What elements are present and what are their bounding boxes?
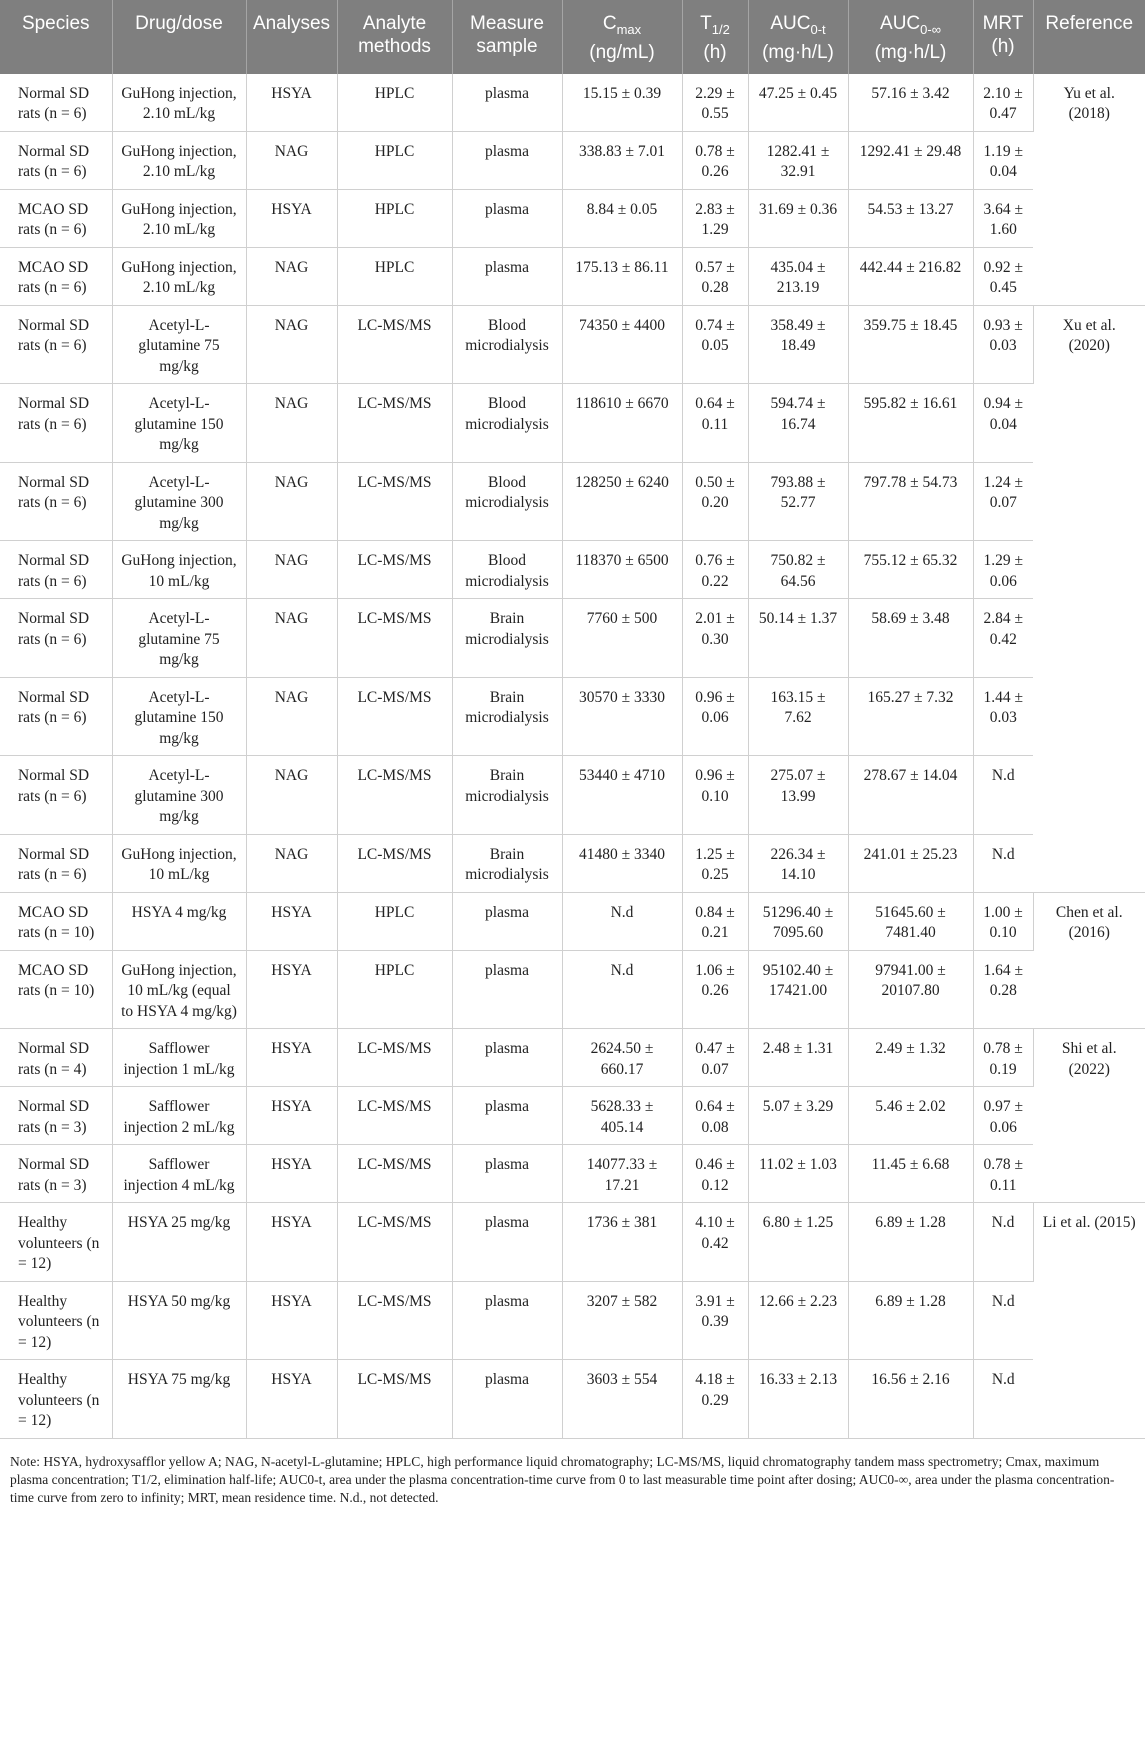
auc-0-t-cell: 12.66 ± 2.23 bbox=[748, 1281, 848, 1360]
measure-sample-cell: Brain microdialysis bbox=[452, 677, 562, 756]
species-cell: Normal SD rats (n = 6) bbox=[0, 74, 112, 132]
mrt-cell: 1.24 ± 0.07 bbox=[973, 462, 1033, 541]
cmax-cell: 338.83 ± 7.01 bbox=[562, 131, 682, 189]
mrt-cell: 1.44 ± 0.03 bbox=[973, 677, 1033, 756]
drug-dose-cell: HSYA 50 mg/kg bbox=[112, 1281, 246, 1360]
drug-dose-cell: HSYA 75 mg/kg bbox=[112, 1360, 246, 1439]
species-cell: Normal SD rats (n = 6) bbox=[0, 834, 112, 892]
auc-0-inf-cell: 58.69 ± 3.48 bbox=[848, 599, 973, 678]
drug-dose-cell: GuHong injection, 10 mL/kg bbox=[112, 541, 246, 599]
measure-sample-cell: plasma bbox=[452, 1029, 562, 1087]
mrt-cell: N.d bbox=[973, 834, 1033, 892]
drug-dose-cell: HSYA 4 mg/kg bbox=[112, 892, 246, 950]
species-cell: Normal SD rats (n = 6) bbox=[0, 756, 112, 835]
table-note: Note: HSYA, hydroxysafflor yellow A; NAG, N-acetyl-L-glutamine; HPLC, high performance liquid chromatography; LC-MS/MS, liquid chromatography tandem mass spectrometry; Cmax, maximum plasma concentration; T1/2, elimination half-life; AUC0-t, area under the plasma concentration-time curve from 0 to last measurable time point after dosing; AUC0-∞, area under the plasma concentration-time curve from zero to infinity; MRT, mean residence time. N.d., not detected. bbox=[10, 1453, 1115, 1505]
t-half-cell: 2.01 ± 0.30 bbox=[682, 599, 748, 678]
species-cell: MCAO SD rats (n = 10) bbox=[0, 892, 112, 950]
cmax-cell: 2624.50 ± 660.17 bbox=[562, 1029, 682, 1087]
analyses-cell: HSYA bbox=[246, 892, 337, 950]
table-row bbox=[0, 74, 1145, 132]
auc-0-t-cell: 163.15 ± 7.62 bbox=[748, 677, 848, 756]
analyte-method-cell: LC-MS/MS bbox=[337, 1145, 452, 1203]
header-auc-0-inf: $AUC_{0-\infty}$ (mg·h/L) bbox=[848, 0, 973, 74]
drug-dose-cell: Acetyl-L-glutamine 75 mg/kg bbox=[112, 305, 246, 384]
reference-cell: Chen et al. (2016) bbox=[1033, 892, 1145, 1029]
cmax-cell: 118610 ± 6670 bbox=[562, 384, 682, 463]
auc-0-t-cell: 226.34 ± 14.10 bbox=[748, 834, 848, 892]
analyte-method-cell: LC-MS/MS bbox=[337, 677, 452, 756]
auc-0-inf-cell: 5.46 ± 2.02 bbox=[848, 1087, 973, 1145]
auc-0-inf-cell: 6.89 ± 1.28 bbox=[848, 1203, 973, 1282]
auc-0-inf-cell: 54.53 ± 13.27 bbox=[848, 189, 973, 247]
cmax-cell: 128250 ± 6240 bbox=[562, 462, 682, 541]
t-half-cell: 0.78 ± 0.26 bbox=[682, 131, 748, 189]
auc-0-inf-cell: 1292.41 ± 29.48 bbox=[848, 131, 973, 189]
header-reference: Reference bbox=[1033, 0, 1145, 74]
measure-sample-cell: plasma bbox=[452, 131, 562, 189]
drug-dose-cell: Safflower injection 2 mL/kg bbox=[112, 1087, 246, 1145]
drug-dose-cell: Acetyl-L-glutamine 75 mg/kg bbox=[112, 599, 246, 678]
cmax-cell: 5628.33 ± 405.14 bbox=[562, 1087, 682, 1145]
species-cell: Normal SD rats (n = 6) bbox=[0, 541, 112, 599]
table-row bbox=[0, 756, 1145, 835]
table-row bbox=[0, 305, 1145, 384]
auc-0-inf-cell: 51645.60 ± 7481.40 bbox=[848, 892, 973, 950]
auc-0-inf-cell: 2.49 ± 1.32 bbox=[848, 1029, 973, 1087]
species-cell: Normal SD rats (n = 6) bbox=[0, 131, 112, 189]
drug-dose-cell: GuHong injection, 2.10 mL/kg bbox=[112, 247, 246, 305]
auc-0-t-cell: 435.04 ± 213.19 bbox=[748, 247, 848, 305]
drug-dose-cell: HSYA 25 mg/kg bbox=[112, 1203, 246, 1282]
mrt-cell: 2.10 ± 0.47 bbox=[973, 74, 1033, 132]
measure-sample-cell: Brain microdialysis bbox=[452, 834, 562, 892]
table-row bbox=[0, 1145, 1145, 1203]
table-row bbox=[0, 189, 1145, 247]
auc-0-inf-cell: 97941.00 ± 20107.80 bbox=[848, 950, 973, 1029]
t-half-cell: 0.57 ± 0.28 bbox=[682, 247, 748, 305]
species-cell: Normal SD rats (n = 6) bbox=[0, 677, 112, 756]
auc-0-inf-cell: 278.67 ± 14.04 bbox=[848, 756, 973, 835]
analyses-cell: NAG bbox=[246, 677, 337, 756]
table-row bbox=[0, 462, 1145, 541]
mrt-cell: 1.19 ± 0.04 bbox=[973, 131, 1033, 189]
auc-0-t-cell: 1282.41 ± 32.91 bbox=[748, 131, 848, 189]
auc-0-t-cell: 5.07 ± 3.29 bbox=[748, 1087, 848, 1145]
cmax-cell: 41480 ± 3340 bbox=[562, 834, 682, 892]
table-row bbox=[0, 1087, 1145, 1145]
table-row bbox=[0, 247, 1145, 305]
auc-0-t-cell: 793.88 ± 52.77 bbox=[748, 462, 848, 541]
drug-dose-cell: GuHong injection, 10 mL/kg (equal to HSYA 4 mg/kg) bbox=[112, 950, 246, 1029]
species-cell: MCAO SD rats (n = 6) bbox=[0, 189, 112, 247]
species-cell: Healthy volunteers (n = 12) bbox=[0, 1203, 112, 1282]
drug-dose-cell: Safflower injection 4 mL/kg bbox=[112, 1145, 246, 1203]
auc-0-inf-cell: 165.27 ± 7.32 bbox=[848, 677, 973, 756]
cmax-cell: 74350 ± 4400 bbox=[562, 305, 682, 384]
mrt-cell: 3.64 ± 1.60 bbox=[973, 189, 1033, 247]
table-row bbox=[0, 131, 1145, 189]
analyte-method-cell: LC-MS/MS bbox=[337, 756, 452, 835]
header-measure-sample: Measure sample bbox=[452, 0, 562, 74]
mrt-cell: 0.93 ± 0.03 bbox=[973, 305, 1033, 384]
auc-0-t-cell: 6.80 ± 1.25 bbox=[748, 1203, 848, 1282]
analyte-method-cell: HPLC bbox=[337, 74, 452, 132]
mrt-cell: 1.00 ± 0.10 bbox=[973, 892, 1033, 950]
t-half-cell: 0.64 ± 0.08 bbox=[682, 1087, 748, 1145]
analyte-method-cell: LC-MS/MS bbox=[337, 541, 452, 599]
species-cell: Healthy volunteers (n = 12) bbox=[0, 1281, 112, 1360]
analyses-cell: NAG bbox=[246, 247, 337, 305]
auc-0-t-cell: 594.74 ± 16.74 bbox=[748, 384, 848, 463]
table-row bbox=[0, 1360, 1145, 1439]
measure-sample-cell: plasma bbox=[452, 1281, 562, 1360]
analyses-cell: NAG bbox=[246, 599, 337, 678]
measure-sample-cell: Blood microdialysis bbox=[452, 541, 562, 599]
analyses-cell: NAG bbox=[246, 541, 337, 599]
auc-0-inf-cell: 11.45 ± 6.68 bbox=[848, 1145, 973, 1203]
cmax-cell: 118370 ± 6500 bbox=[562, 541, 682, 599]
header-auc-0-t: $AUC_{0-t}$ (mg·h/L) bbox=[748, 0, 848, 74]
drug-dose-cell: GuHong injection, 2.10 mL/kg bbox=[112, 189, 246, 247]
cmax-cell: 7760 ± 500 bbox=[562, 599, 682, 678]
analyte-method-cell: HPLC bbox=[337, 189, 452, 247]
header-cmax: $C_{max}$ (ng/mL) bbox=[562, 0, 682, 74]
measure-sample-cell: plasma bbox=[452, 950, 562, 1029]
analyses-cell: HSYA bbox=[246, 950, 337, 1029]
species-cell: Normal SD rats (n = 3) bbox=[0, 1087, 112, 1145]
species-cell: Normal SD rats (n = 3) bbox=[0, 1145, 112, 1203]
auc-0-t-cell: 750.82 ± 64.56 bbox=[748, 541, 848, 599]
t-half-cell: 2.29 ± 0.55 bbox=[682, 74, 748, 132]
cmax-cell: 1736 ± 381 bbox=[562, 1203, 682, 1282]
table-row bbox=[0, 677, 1145, 756]
table-row bbox=[0, 834, 1145, 892]
t-half-cell: 0.64 ± 0.11 bbox=[682, 384, 748, 463]
auc-0-inf-cell: 6.89 ± 1.28 bbox=[848, 1281, 973, 1360]
t-half-cell: 0.84 ± 0.21 bbox=[682, 892, 748, 950]
auc-0-inf-cell: 16.56 ± 2.16 bbox=[848, 1360, 973, 1439]
analyses-cell: NAG bbox=[246, 756, 337, 835]
drug-dose-cell: Acetyl-L-glutamine 300 mg/kg bbox=[112, 756, 246, 835]
table-row bbox=[0, 950, 1145, 1029]
measure-sample-cell: plasma bbox=[452, 189, 562, 247]
mrt-cell: 0.78 ± 0.11 bbox=[973, 1145, 1033, 1203]
analyses-cell: NAG bbox=[246, 462, 337, 541]
measure-sample-cell: Brain microdialysis bbox=[452, 756, 562, 835]
auc-0-t-cell: 50.14 ± 1.37 bbox=[748, 599, 848, 678]
header-analyte-methods: Analyte methods bbox=[337, 0, 452, 74]
analyses-cell: HSYA bbox=[246, 1029, 337, 1087]
analyses-cell: NAG bbox=[246, 384, 337, 463]
analyte-method-cell: LC-MS/MS bbox=[337, 1203, 452, 1282]
species-cell: Normal SD rats (n = 4) bbox=[0, 1029, 112, 1087]
auc-0-inf-cell: 442.44 ± 216.82 bbox=[848, 247, 973, 305]
auc-0-t-cell: 95102.40 ± 17421.00 bbox=[748, 950, 848, 1029]
analyses-cell: HSYA bbox=[246, 1360, 337, 1439]
analyte-method-cell: LC-MS/MS bbox=[337, 1360, 452, 1439]
table-row bbox=[0, 541, 1145, 599]
drug-dose-cell: Acetyl-L-glutamine 150 mg/kg bbox=[112, 384, 246, 463]
auc-0-inf-cell: 595.82 ± 16.61 bbox=[848, 384, 973, 463]
mrt-cell: N.d bbox=[973, 756, 1033, 835]
analyses-cell: HSYA bbox=[246, 74, 337, 132]
measure-sample-cell: Blood microdialysis bbox=[452, 384, 562, 463]
table-row bbox=[0, 1029, 1145, 1087]
auc-0-t-cell: 2.48 ± 1.31 bbox=[748, 1029, 848, 1087]
auc-0-inf-cell: 755.12 ± 65.32 bbox=[848, 541, 973, 599]
species-cell: MCAO SD rats (n = 10) bbox=[0, 950, 112, 1029]
analyses-cell: HSYA bbox=[246, 1087, 337, 1145]
table-row bbox=[0, 599, 1145, 678]
cmax-cell: N.d bbox=[562, 950, 682, 1029]
mrt-cell: N.d bbox=[973, 1360, 1033, 1439]
analyses-cell: NAG bbox=[246, 834, 337, 892]
t-half-cell: 0.74 ± 0.05 bbox=[682, 305, 748, 384]
auc-0-t-cell: 275.07 ± 13.99 bbox=[748, 756, 848, 835]
mrt-cell: 0.94 ± 0.04 bbox=[973, 384, 1033, 463]
cmax-cell: 14077.33 ± 17.21 bbox=[562, 1145, 682, 1203]
species-cell: MCAO SD rats (n = 6) bbox=[0, 247, 112, 305]
t-half-cell: 3.91 ± 0.39 bbox=[682, 1281, 748, 1360]
t-half-cell: 0.46 ± 0.12 bbox=[682, 1145, 748, 1203]
t-half-cell: 4.18 ± 0.29 bbox=[682, 1360, 748, 1439]
measure-sample-cell: plasma bbox=[452, 892, 562, 950]
analyses-cell: HSYA bbox=[246, 1203, 337, 1282]
measure-sample-cell: Blood microdialysis bbox=[452, 305, 562, 384]
analyte-method-cell: LC-MS/MS bbox=[337, 1281, 452, 1360]
measure-sample-cell: Blood microdialysis bbox=[452, 462, 562, 541]
t-half-cell: 0.96 ± 0.10 bbox=[682, 756, 748, 835]
analyses-cell: HSYA bbox=[246, 1281, 337, 1360]
species-cell: Healthy volunteers (n = 12) bbox=[0, 1360, 112, 1439]
table-body bbox=[0, 74, 1145, 1439]
species-cell: Normal SD rats (n = 6) bbox=[0, 599, 112, 678]
cmax-cell: 3207 ± 582 bbox=[562, 1281, 682, 1360]
auc-0-t-cell: 31.69 ± 0.36 bbox=[748, 189, 848, 247]
table-row bbox=[0, 892, 1145, 950]
drug-dose-cell: GuHong injection, 2.10 mL/kg bbox=[112, 74, 246, 132]
measure-sample-cell: plasma bbox=[452, 1360, 562, 1439]
analyte-method-cell: LC-MS/MS bbox=[337, 1087, 452, 1145]
measure-sample-cell: plasma bbox=[452, 1087, 562, 1145]
mrt-cell: 0.92 ± 0.45 bbox=[973, 247, 1033, 305]
cmax-cell: 53440 ± 4710 bbox=[562, 756, 682, 835]
mrt-cell: 1.64 ± 0.28 bbox=[973, 950, 1033, 1029]
reference-cell: Shi et al. (2022) bbox=[1033, 1029, 1145, 1203]
auc-0-t-cell: 47.25 ± 0.45 bbox=[748, 74, 848, 132]
analyses-cell: NAG bbox=[246, 305, 337, 384]
header-analyses: Analyses bbox=[246, 0, 337, 74]
header-species: Species bbox=[0, 0, 112, 74]
cmax-cell: 15.15 ± 0.39 bbox=[562, 74, 682, 132]
measure-sample-cell: plasma bbox=[452, 1203, 562, 1282]
analyte-method-cell: LC-MS/MS bbox=[337, 305, 452, 384]
mrt-cell: 2.84 ± 0.42 bbox=[973, 599, 1033, 678]
drug-dose-cell: Safflower injection 1 mL/kg bbox=[112, 1029, 246, 1087]
measure-sample-cell: plasma bbox=[452, 74, 562, 132]
cmax-cell: 30570 ± 3330 bbox=[562, 677, 682, 756]
mrt-cell: 0.97 ± 0.06 bbox=[973, 1087, 1033, 1145]
t-half-cell: 0.96 ± 0.06 bbox=[682, 677, 748, 756]
analyses-cell: HSYA bbox=[246, 1145, 337, 1203]
mrt-cell: N.d bbox=[973, 1281, 1033, 1360]
auc-0-inf-cell: 57.16 ± 3.42 bbox=[848, 74, 973, 132]
analyses-cell: NAG bbox=[246, 131, 337, 189]
analyte-method-cell: HPLC bbox=[337, 950, 452, 1029]
drug-dose-cell: GuHong injection, 10 mL/kg bbox=[112, 834, 246, 892]
mrt-cell: 0.78 ± 0.19 bbox=[973, 1029, 1033, 1087]
auc-0-inf-cell: 797.78 ± 54.73 bbox=[848, 462, 973, 541]
analyses-cell: HSYA bbox=[246, 189, 337, 247]
measure-sample-cell: Brain microdialysis bbox=[452, 599, 562, 678]
auc-0-t-cell: 51296.40 ± 7095.60 bbox=[748, 892, 848, 950]
table-row bbox=[0, 1203, 1145, 1282]
reference-cell: Xu et al. (2020) bbox=[1033, 305, 1145, 892]
reference-cell: Yu et al. (2018) bbox=[1033, 74, 1145, 306]
header-drug-dose: Drug/dose bbox=[112, 0, 246, 74]
species-cell: Normal SD rats (n = 6) bbox=[0, 462, 112, 541]
auc-0-t-cell: 11.02 ± 1.03 bbox=[748, 1145, 848, 1203]
auc-0-t-cell: 358.49 ± 18.49 bbox=[748, 305, 848, 384]
reference-cell: Li et al. (2015) bbox=[1033, 1203, 1145, 1439]
cmax-cell: N.d bbox=[562, 892, 682, 950]
measure-sample-cell: plasma bbox=[452, 247, 562, 305]
species-cell: Normal SD rats (n = 6) bbox=[0, 384, 112, 463]
cmax-cell: 8.84 ± 0.05 bbox=[562, 189, 682, 247]
mrt-cell: 1.29 ± 0.06 bbox=[973, 541, 1033, 599]
header-mrt: MRT (h) bbox=[973, 0, 1033, 74]
cmax-cell: 175.13 ± 86.11 bbox=[562, 247, 682, 305]
species-cell: Normal SD rats (n = 6) bbox=[0, 305, 112, 384]
header-t-half: $T_{1/2}$ (h) bbox=[682, 0, 748, 74]
t-half-cell: 1.25 ± 0.25 bbox=[682, 834, 748, 892]
t-half-cell: 4.10 ± 0.42 bbox=[682, 1203, 748, 1282]
analyte-method-cell: LC-MS/MS bbox=[337, 599, 452, 678]
t-half-cell: 0.76 ± 0.22 bbox=[682, 541, 748, 599]
t-half-cell: 1.06 ± 0.26 bbox=[682, 950, 748, 1029]
analyte-method-cell: HPLC bbox=[337, 247, 452, 305]
drug-dose-cell: GuHong injection, 2.10 mL/kg bbox=[112, 131, 246, 189]
table-row bbox=[0, 384, 1145, 463]
analyte-method-cell: LC-MS/MS bbox=[337, 834, 452, 892]
drug-dose-cell: Acetyl-L-glutamine 300 mg/kg bbox=[112, 462, 246, 541]
table-row bbox=[0, 1281, 1145, 1360]
analyte-method-cell: HPLC bbox=[337, 892, 452, 950]
drug-dose-cell: Acetyl-L-glutamine 150 mg/kg bbox=[112, 677, 246, 756]
cmax-cell: 3603 ± 554 bbox=[562, 1360, 682, 1439]
analyte-method-cell: HPLC bbox=[337, 131, 452, 189]
auc-0-t-cell: 16.33 ± 2.13 bbox=[748, 1360, 848, 1439]
auc-0-inf-cell: 359.75 ± 18.45 bbox=[848, 305, 973, 384]
analyte-method-cell: LC-MS/MS bbox=[337, 384, 452, 463]
t-half-cell: 0.50 ± 0.20 bbox=[682, 462, 748, 541]
auc-0-inf-cell: 241.01 ± 25.23 bbox=[848, 834, 973, 892]
header-row bbox=[0, 0, 1145, 74]
measure-sample-cell: plasma bbox=[452, 1145, 562, 1203]
analyte-method-cell: LC-MS/MS bbox=[337, 1029, 452, 1087]
mrt-cell: N.d bbox=[973, 1203, 1033, 1282]
t-half-cell: 2.83 ± 1.29 bbox=[682, 189, 748, 247]
table-header bbox=[0, 0, 1145, 74]
t-half-cell: 0.47 ± 0.07 bbox=[682, 1029, 748, 1087]
analyte-method-cell: LC-MS/MS bbox=[337, 462, 452, 541]
